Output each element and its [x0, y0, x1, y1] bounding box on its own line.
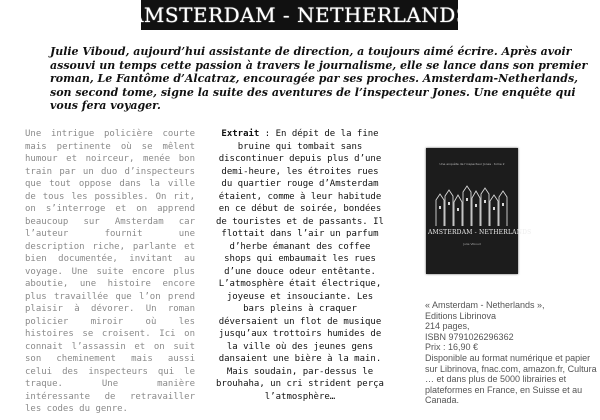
book-info-pages: 214 pages, — [425, 321, 470, 332]
book-info-isbn: ISBN 9791026296362 — [425, 331, 514, 342]
page-title-banner — [128, 0, 471, 30]
book-cover-author: Julie Viboud — [463, 242, 481, 246]
excerpt-text: En dépit de la fine bruine qui tombait sans discontinuer depuis plus d’une demi-heure, les étroites rues du quartier rouge d’Amsterdam étaient, comme à leur habitude en ce début de soirée, bondées de touristes et de passants. Il flottait dans l’air un parfum d’herbe émanant des coffee shops qui embaumait les rues d’une douce odeur entêtante. L’atmosphère était électrique, joyeuse et insouciante. Les bars pleins à craquer déversaient un flot de musique jusqu’aux trottoirs humides de la ville où des jeunes gens dansaient une bière à la main. Mais soudain, par-dessus le brouhaha, un cri strident perça l’atmosphère… — [216, 129, 384, 402]
author-intro: Julie Viboud, aujourd’hui assistante de direction, a toujours aimé écrire. Après avoir assouvi un temps cette passion à travers le journalisme, elle se lance dans son premier roman, Le Fantôme d’Alcatraz, encouragée par ses proches. Amsterdam-Netherlands, son second tome, signe la suite des aventures de l’inspecteur Jones. Une enquête qui vous fera voyager. — [50, 45, 588, 112]
book-cover-art — [432, 182, 512, 226]
book-info-title: « Amsterdam - Netherlands », — [425, 300, 545, 310]
book-cover — [426, 148, 532, 274]
book-info-availability: Disponible au format numérique et papier sur Librinova, fnac.com, amazon.fr, Cultura … et dans plus de 5000 librairies et plateformes en France, en Suisse et au Canada. — [425, 352, 597, 406]
book-cover-subtitle: Une enquête de l’inspecteur Jones · tome 2 — [439, 162, 505, 166]
review-text: Une intrigue policière courte mais pertinente où se mêlent humour et noirceur, menée bon train par un duo d’inspecteurs que tout oppose dans la ville de tous les possibles. On rit, on s’interroge et on apprend beaucoup sur Amsterdam car l’auteur fournit une description riche, parlante et bien documentée, invitant au voyage. Une suite encore plus aboutie, une histoire encore plus travaillée que l’on prend plaisir à dévorer. Un roman policier miroir où les histoires se croisent. Ici on connait l’assassin et on suit son cheminement mais aussi celui des inspecteurs qui le traque. Une manière intéressante de retravailler les codes du genre. — [25, 129, 195, 414]
excerpt-block — [214, 128, 386, 403]
excerpt-separator: : — [259, 129, 276, 139]
book-info-publisher: Editions Librinova — [425, 310, 497, 321]
book-cover-title: AMSTERDAM - NETHERLANDS — [428, 229, 532, 236]
page-title: AMSTERDAM - NETHERLANDS — [128, 3, 471, 27]
excerpt-label: Extrait — [221, 129, 260, 139]
book-info — [425, 300, 597, 406]
book-info-price: Prix : 16,90 € — [425, 342, 479, 353]
